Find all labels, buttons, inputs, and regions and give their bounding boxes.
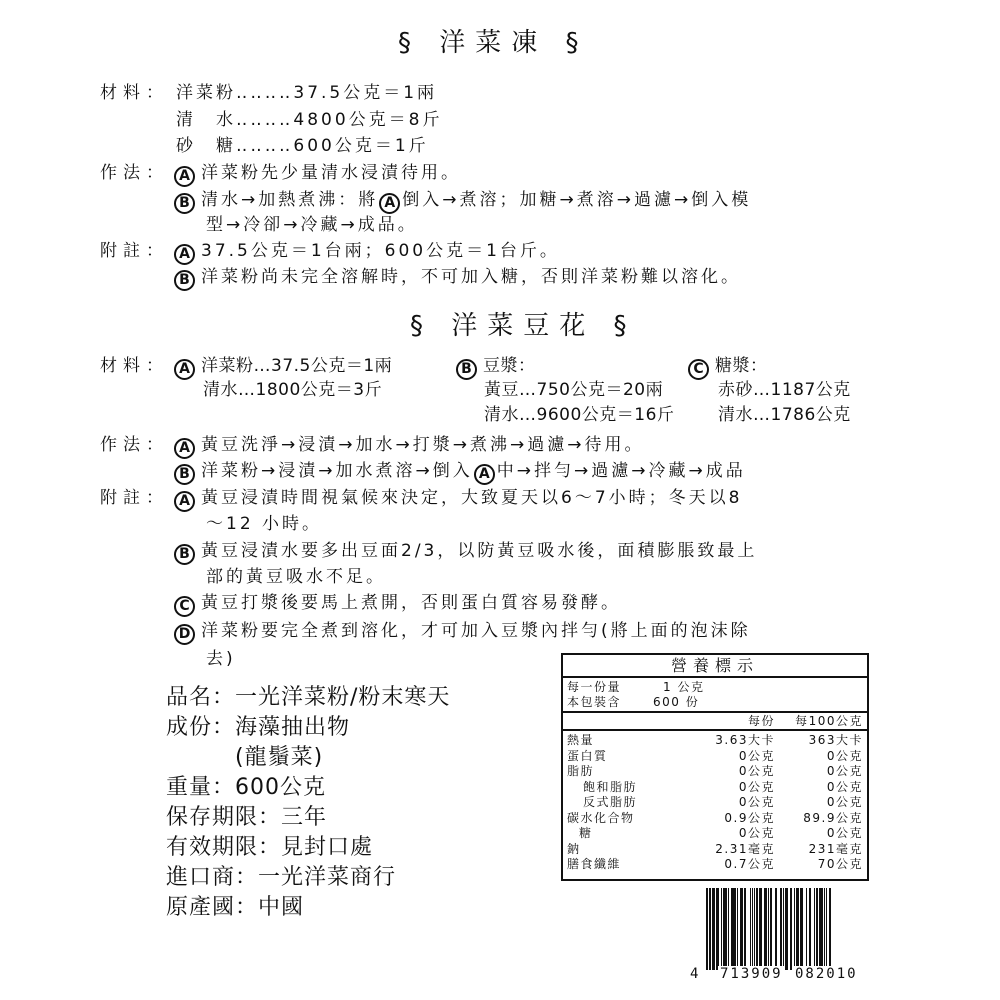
nutrient-name: 飽和脂肪 [583, 779, 638, 794]
recipe2-method-step-b [174, 460, 746, 485]
recipe1-method-label: 作法： [100, 163, 169, 183]
nutrient-per-serving: 3.63大卡 [715, 733, 775, 747]
recipe1-materials-label: 材料： [100, 83, 169, 103]
nutrient-per-100g: 0公克 [826, 826, 863, 840]
circled-a-icon: A [379, 193, 400, 214]
nutrition-row [563, 764, 867, 780]
material-heading: 豆漿： [483, 356, 536, 376]
nutrient-per-serving: 0公克 [738, 764, 775, 778]
nutrition-row [563, 749, 867, 765]
nutrient-per-100g: 70公克 [817, 857, 863, 871]
recipe2-material-c-line: 赤砂…1187公克 [718, 380, 851, 400]
nutrient-name: 脂肪 [567, 764, 595, 778]
nutrition-row [563, 826, 867, 842]
nutrition-title: 營養標示 [563, 655, 867, 678]
nutrient-per-serving: 2.31毫克 [715, 841, 775, 856]
servings-value: 600 份 [653, 695, 700, 709]
nutrient-per-100g: 231毫克 [808, 841, 863, 856]
circled-a-icon: A [174, 491, 195, 512]
nutrient-per-100g: 0公克 [826, 764, 863, 778]
circled-a-icon: A [174, 166, 195, 187]
nutrient-per-serving: 0.9公克 [724, 810, 775, 825]
recipe1-note-b [174, 266, 741, 291]
step-text: 黃豆洗淨→浸漬→加水→打漿→煮沸→過濾→待用。 [201, 435, 645, 455]
step-text: 中→拌勻→過濾→冷藏→成品 [496, 461, 746, 481]
product-origin: 原產國：中國 [166, 895, 305, 920]
product-shelf-life: 保存期限：三年 [166, 805, 328, 830]
recipe2-note-b [174, 540, 757, 565]
note-text: 黃豆打漿後要馬上煮開，否則蛋白質容易發酵。 [201, 593, 621, 613]
nutrition-row [563, 780, 867, 796]
recipe1-method-step-b [174, 189, 751, 214]
recipe1-material-item: 洋菜粉‥‥‥‥37.5公克＝1兩 [176, 83, 438, 103]
circled-b-icon: B [174, 193, 195, 214]
nutrient-name: 膳食纖維 [567, 857, 622, 871]
recipe2-notes-label: 附註： [100, 488, 169, 508]
recipe2-title: § 洋菜豆花 § [410, 311, 637, 341]
product-ingredients-note: (龍鬚菜) [166, 745, 324, 770]
nutrient-name: 熱量 [567, 733, 595, 747]
nutrient-per-100g: 0公克 [826, 748, 863, 763]
recipe2-method-label: 作法： [100, 435, 169, 455]
nutrient-per-serving: 0公克 [738, 826, 775, 840]
recipe1-material-item: 清 水‥‥‥‥4800公克＝8斤 [176, 110, 443, 130]
nutrient-per-100g: 0公克 [826, 795, 863, 809]
step-text: 倒入→煮溶；加糖→煮溶→過濾→倒入模 [402, 190, 752, 210]
recipe2-materials-label: 材料： [100, 356, 169, 376]
recipe2-material-a-line: 清水…1800公克＝3斤 [203, 380, 383, 400]
recipe1-note-a [174, 240, 560, 265]
nutrient-name: 鈉 [567, 841, 581, 856]
step-text: 洋菜粉→浸漬→加水煮溶→倒入 [201, 461, 473, 481]
circled-a-icon: A [174, 244, 195, 265]
note-text: 37.5公克＝1台兩；600公克＝1台斤。 [201, 241, 560, 261]
recipe2-note-c [174, 592, 621, 617]
nutrient-name: 碳水化合物 [567, 810, 635, 825]
note-text: 黃豆浸漬時間視氣候來決定，大致夏天以6～7小時；冬天以8 [201, 488, 743, 508]
circled-b-icon: B [174, 464, 195, 485]
recipe1-method-step-a [174, 162, 461, 187]
barcode-first-digit: 4 [690, 966, 701, 982]
nutrient-per-100g: 0公克 [826, 779, 863, 794]
barcode-left-digits: 713909 [720, 966, 783, 982]
recipe2-material-c [688, 355, 768, 380]
nutrient-name: 反式脂肪 [583, 795, 638, 809]
recipe2-note-a [174, 487, 742, 512]
column-header-per-serving: 每份 [747, 714, 775, 728]
nutrition-serving-info [563, 678, 867, 713]
recipe2-material-b-line: 清水…9600公克＝16斤 [484, 405, 675, 425]
recipe2-material-c-line: 清水…1786公克 [718, 405, 851, 425]
circled-b-icon: B [456, 359, 477, 380]
recipe2-material-a [174, 355, 392, 380]
circled-a-icon: A [474, 464, 495, 485]
nutrient-per-100g: 363大卡 [808, 733, 863, 747]
column-header-per-100g: 每100公克 [795, 714, 863, 728]
recipe2-note-d [174, 620, 751, 645]
circled-b-icon: B [174, 544, 195, 565]
barcode-icon [706, 888, 871, 970]
servings-label: 本包裝含 [567, 695, 622, 709]
circled-a-icon: A [174, 438, 195, 459]
circled-a-icon: A [174, 359, 195, 380]
nutrition-row [563, 842, 867, 858]
product-info [166, 683, 450, 923]
recipe2-material-b [456, 355, 536, 380]
nutrition-row [563, 795, 867, 811]
recipe1-method-step-b-continuation: 型→冷卻→冷藏→成品。 [206, 215, 418, 235]
serving-size-value: 1 公克 [663, 680, 705, 694]
recipe2-note-b-continuation: 部的黃豆吸水不足。 [206, 567, 386, 587]
nutrient-per-100g: 89.9公克 [803, 810, 863, 825]
nutrition-column-headers [563, 713, 867, 731]
recipe1-material-item: 砂 糖‥‥‥‥600公克＝1斤 [176, 136, 429, 156]
nutrition-row [563, 857, 867, 873]
material-heading: 糖漿： [715, 356, 768, 376]
note-text: 洋菜粉要完全煮到溶化，才可加入豆漿內拌勻(將上面的泡沫除 [201, 621, 751, 641]
product-name: 品名：一光洋菜粉/粉末寒天 [166, 685, 451, 710]
circled-d-icon: D [174, 624, 195, 645]
recipe1-title: § 洋菜凍 § [398, 28, 589, 58]
nutrition-row [563, 811, 867, 827]
nutrient-name: 糖 [579, 826, 593, 840]
note-text: 黃豆浸漬水要多出豆面2/3，以防黃豆吸水後，面積膨脹致最上 [201, 541, 758, 561]
nutrition-row [563, 733, 867, 749]
recipe1-notes-label: 附註： [100, 241, 169, 261]
nutrient-per-serving: 0公克 [738, 795, 775, 809]
column-header [563, 713, 683, 729]
circled-c-icon: C [174, 596, 195, 617]
nutrient-per-serving: 0公克 [738, 779, 775, 794]
step-text: 清水→加熱煮沸：將 [201, 190, 379, 210]
product-weight: 重量：600公克 [166, 775, 326, 800]
recipe2-material-b-line: 黃豆…750公克＝20兩 [484, 380, 664, 400]
recipe2-note-d-continuation: 去) [206, 649, 236, 669]
circled-b-icon: B [174, 270, 195, 291]
serving-size-label: 每一份量 [567, 680, 622, 694]
material-text: 洋菜粉…37.5公克＝1兩 [201, 356, 393, 376]
recipe2-method-step-a [174, 434, 644, 459]
nutrient-per-serving: 0公克 [738, 748, 775, 763]
barcode-right-digits: 082010 [795, 966, 858, 982]
product-expiry: 有效期限：見封口處 [166, 835, 374, 860]
nutrient-name: 蛋白質 [567, 748, 608, 763]
recipe2-note-a-continuation: ～12 小時。 [206, 514, 323, 534]
nutrition-facts-table [561, 653, 869, 881]
circled-c-icon: C [688, 359, 709, 380]
product-ingredients: 成份：海藻抽出物 [166, 715, 351, 740]
note-text: 洋菜粉尚未完全溶解時，不可加入糖，否則洋菜粉難以溶化。 [201, 267, 741, 287]
product-importer: 進口商：一光洋菜商行 [166, 865, 397, 890]
nutrient-per-serving: 0.7公克 [724, 857, 775, 871]
step-text: 洋菜粉先少量清水浸漬待用。 [201, 163, 461, 183]
